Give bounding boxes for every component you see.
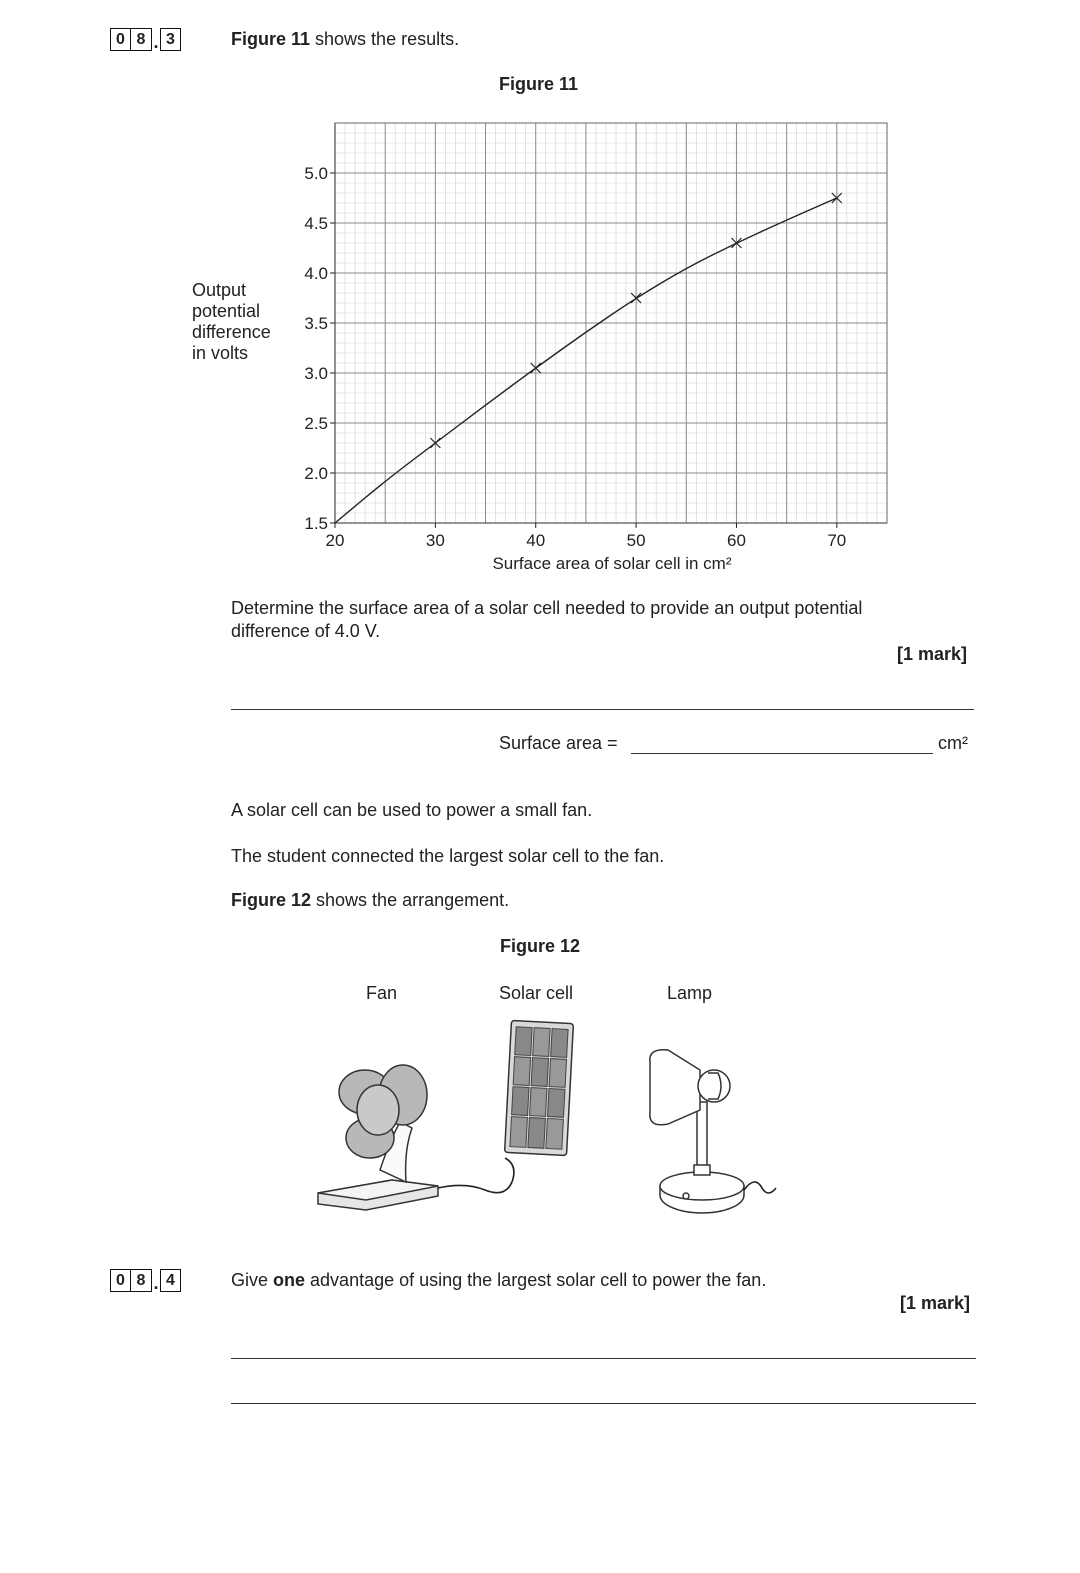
question-digit: 0 <box>110 28 131 51</box>
question-digit: 4 <box>160 1269 181 1292</box>
fan-illustration <box>318 1065 438 1210</box>
y-tick-label: 1.5 <box>304 514 328 533</box>
figure-11-title: Figure 11 <box>499 74 579 94</box>
x-tick-label: 20 <box>325 531 345 550</box>
chart-x-axis-label: Surface area of solar cell in cm² <box>492 554 732 573</box>
question-dot: . <box>153 1273 159 1293</box>
question-digit: 0 <box>110 1269 131 1292</box>
chart-y-axis-label: Output potential difference in volts <box>192 280 271 363</box>
answer-line-1[interactable] <box>231 1358 976 1359</box>
y-tick-label: 4.0 <box>304 264 328 283</box>
figure-ref: Figure 11 <box>231 29 311 49</box>
question-text-post: advantage of using the largest solar cell to power the fan. <box>305 1270 767 1290</box>
x-tick-label: 50 <box>626 531 646 550</box>
solar-cell-illustration <box>505 1020 574 1155</box>
x-tick-label: 60 <box>726 531 746 550</box>
intro-paragraph-1: A solar cell can be used to power a small fan. <box>231 800 593 820</box>
figure-ref: Figure 12 <box>231 890 312 910</box>
question-number-08-4 <box>110 1269 181 1292</box>
mark-allocation: [1 mark] <box>900 1293 971 1313</box>
question-text: Determine the surface area of a solar cell needed to provide an output potential difference of 4.0 V. <box>231 598 863 641</box>
intro-paragraph-3 <box>231 890 509 911</box>
question-text-08-4 <box>231 1270 766 1291</box>
answer-line-2[interactable] <box>231 1403 976 1404</box>
y-tick-label: 2.5 <box>304 414 328 433</box>
lamp-label: Lamp <box>667 983 713 1003</box>
y-tick-label: 5.0 <box>304 164 328 183</box>
fan-cable <box>438 1158 514 1193</box>
figure-12-illustration <box>300 1010 800 1230</box>
question-text-pre: Give <box>231 1270 274 1290</box>
question-digit: 8 <box>131 1269 152 1292</box>
lamp-cable <box>744 1182 776 1193</box>
answer-unit: cm² <box>938 733 968 753</box>
question-digit: 8 <box>131 28 152 51</box>
question-digit: 3 <box>160 28 181 51</box>
y-tick-label: 3.5 <box>304 314 328 333</box>
fan-label: Fan <box>366 983 398 1003</box>
answer-label: Surface area = <box>499 733 618 753</box>
solar-cell-label: Solar cell <box>499 983 574 1003</box>
x-tick-label: 30 <box>425 531 445 550</box>
paragraph-text: shows the arrangement. <box>311 890 510 910</box>
lamp-illustration <box>650 1050 744 1213</box>
question-dot: . <box>153 32 159 52</box>
question-text-emphasis: one <box>273 1270 306 1290</box>
y-tick-label: 3.0 <box>304 364 328 383</box>
mark-allocation: [1 mark] <box>897 644 968 664</box>
working-line[interactable] <box>231 709 974 710</box>
lead-text: shows the results. <box>310 29 460 49</box>
figure-12-title: Figure 12 <box>500 936 581 956</box>
intro-paragraph-2: The student connected the largest solar cell to the fan. <box>231 846 665 866</box>
figure-11-chart <box>0 0 1080 600</box>
answer-input-line[interactable] <box>631 753 933 754</box>
x-tick-label: 40 <box>526 531 546 550</box>
y-tick-label: 2.0 <box>304 464 328 483</box>
y-tick-label: 4.5 <box>304 214 328 233</box>
x-tick-label: 70 <box>827 531 847 550</box>
